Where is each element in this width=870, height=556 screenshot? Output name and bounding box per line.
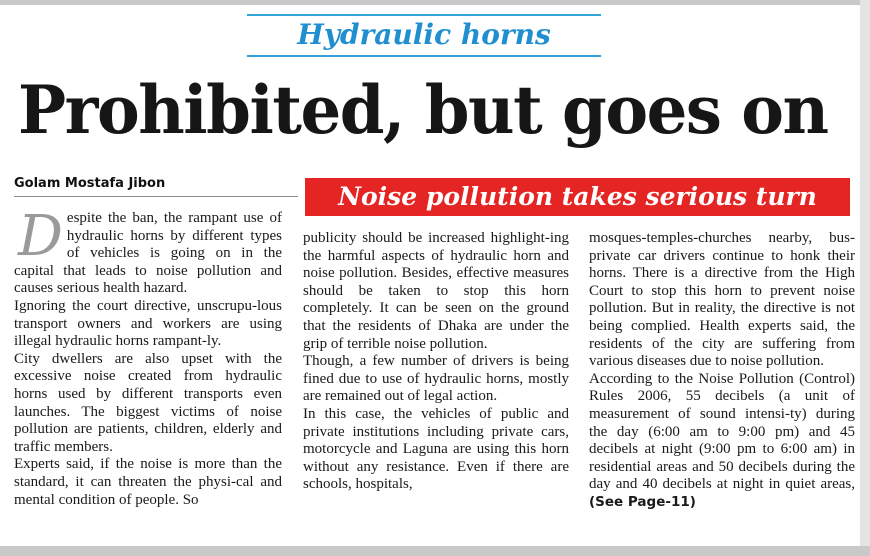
subhead-banner [305,178,850,216]
kicker-rule-bottom [247,55,601,57]
paragraph-1-text: espite the ban, the rampant use of hydraulic horns by different types of vehicles is going on in the capital that leads to noise pollution and causes serious health hazard. [14,210,282,297]
bottom-border [0,546,870,556]
kicker-block [247,14,601,58]
byline-rule [14,196,298,197]
kicker-label: Hydraulic horns [297,18,551,51]
paragraph-6: Though, a few number of drivers is being fined due to use of hydraulic horns, mostly are remained out of legal action. [303,353,569,405]
see-page-link[interactable]: (See Page-11) [589,493,696,510]
article-column-1 [14,204,282,509]
paragraph-2: Ignoring the court directive, unscrupu-lous transport owners and workers are using illegal hydraulic horns rampant-ly. [14,297,282,350]
article-column-3 [589,230,855,512]
paragraph-9-text: According to the Noise Pollution (Control) Rules 2006, 55 decibels (a unit of measurement of sound intensi-ty) during the day (6:00 am to 9:00 pm) and 45 decibels at night (9:00 pm to 6:00 am) in residential areas and 50 decibels during the day and 40 decibels at night in quiet areas, [589,370,855,493]
drop-cap: D [18,204,63,269]
paragraph-8: mosques-temples-churches nearby, bus-private car drivers continue to honk their horns. There is a directive from the High Court to stop this horn to prevent noise pollution. But in reality, the directive is not being complied. Health experts said, the residents of the city are suffering from various diseases due to noise pollution. [589,230,855,370]
paragraph-3: City dwellers are also upset with the excessive noise created from hydraulic horns used by different transports even launches. The biggest victims of noise pollution are patients, children, elderly and traffic members. [14,350,282,455]
paragraph-1 [14,204,282,298]
article-column-2 [303,230,569,494]
paragraph-9 [589,371,855,512]
paragraph-7: In this case, the vehicles of public and private institutions including private cars, motorcycle and Laguna are using this horn without any resistance. Even if there are schools, hospitals, [303,405,569,493]
byline: Golam Mostafa Jibon [14,176,166,191]
subhead: Noise pollution takes serious turn [338,182,817,211]
headline: Prohibited, but goes on [18,71,828,149]
top-border [0,0,870,5]
paragraph-5: publicity should be increased highlight-ing the harmful aspects of hydraulic horn and noise pollution. Besides, effective measures should be taken to stop this horn completely. It can be seen on the ground that the residents of Dhaka are under the grip of terrible noise pollution. [303,230,569,352]
paragraph-4: Experts said, if the noise is more than the standard, it can threaten the physi-cal and mental condition of people. So [14,456,282,508]
right-border [860,0,870,556]
kicker-rule-top [247,14,601,16]
